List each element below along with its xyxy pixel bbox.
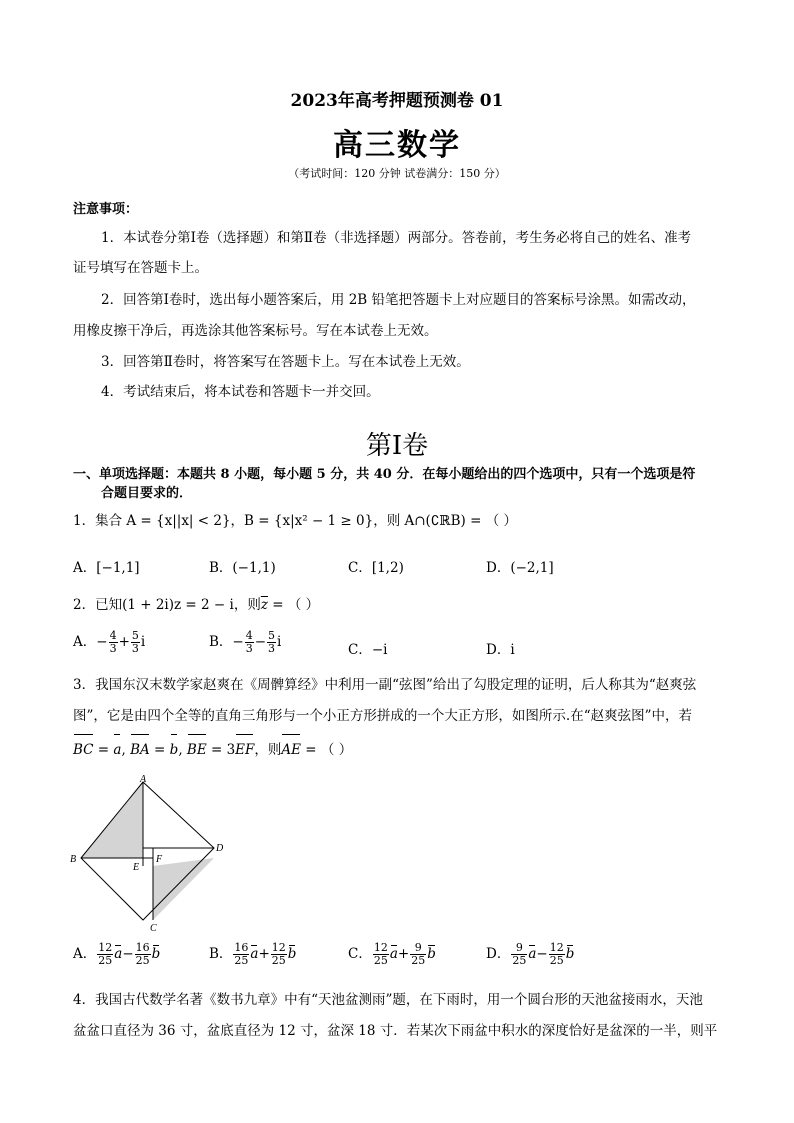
label-f: F: [156, 854, 163, 865]
fraction: [373, 942, 389, 967]
question-3-line-2: 图”，它是由四个全等的直角三角形与一个小正方形拼成的一个大正方形，如图所示.在“赵爽弦图”中，若: [73, 708, 692, 724]
option-label: A．: [73, 946, 97, 962]
vector-be: BE: [187, 735, 207, 765]
fraction-numerator: 9: [410, 942, 426, 955]
option-label: D．: [486, 946, 511, 962]
fraction-denominator: 25: [271, 954, 286, 967]
fraction: [97, 942, 113, 967]
operator: +: [397, 946, 410, 962]
operator: −: [122, 946, 134, 962]
shaded-triangle-cfd: [153, 858, 214, 920]
fraction: [109, 630, 118, 655]
fraction: [267, 630, 276, 655]
question-1-option-a: A．[−1,1]: [73, 560, 140, 576]
question-2-option-a: [73, 630, 145, 655]
fraction-numerator: 12: [271, 941, 286, 954]
label-e: E: [133, 862, 140, 873]
imaginary-unit: i: [140, 634, 146, 650]
note-item-1-line-2: 证号填写在答题卡上。: [73, 260, 208, 276]
vector-a: a: [389, 946, 398, 962]
fraction: [233, 942, 249, 967]
text: ，则: [254, 742, 282, 758]
exam-subtitle: （考试时间：120 分钟 试卷满分：150 分）: [288, 167, 506, 180]
question-1-option-d: D．(−2,1]: [486, 560, 554, 576]
note-item-1-line-1: 1．本试卷分第Ⅰ卷（选择题）和第Ⅱ卷（非选择题）两部分。答卷前，考生务必将自己的姓名、准考: [101, 230, 692, 246]
exam-header-title: 2023年高考押题预测卷 01: [290, 91, 504, 111]
question-2-option-c: C．−i: [348, 642, 388, 658]
operator: +: [118, 634, 130, 650]
fraction: [511, 942, 527, 967]
text: =: [93, 742, 114, 758]
fraction-numerator: 9: [511, 942, 527, 955]
question-2-stem-text: 2．已知(1 + 2i)z = 2 − i，则: [73, 597, 261, 613]
vector-a: a: [528, 946, 537, 962]
fraction-denominator: 3: [131, 642, 139, 655]
option-label: B．: [209, 946, 233, 962]
question-3-line-1: 3．我国东汉末数学家赵爽在《周髀算经》中利用一副“弦图”给出了勾股定理的证明，后人称其为“赵爽弦: [73, 677, 697, 693]
text: ,: [178, 742, 187, 758]
vector-b: b: [427, 946, 436, 962]
option-label: C．: [348, 946, 372, 962]
text: =: [149, 742, 170, 758]
label-d: D: [216, 843, 224, 854]
fraction-denominator: 3: [268, 642, 276, 655]
text: = （ ）: [301, 742, 353, 758]
text: = 3: [206, 742, 236, 758]
question-1-option-c: C．[1,2): [348, 560, 404, 576]
fraction: [410, 942, 426, 967]
fraction-denominator: 25: [512, 954, 527, 967]
option-label: A．−: [73, 634, 108, 650]
question-1-option-b: B．(−1,1): [209, 560, 276, 576]
vector-b: b: [170, 735, 179, 765]
vector-b: b: [565, 946, 575, 962]
vector-ae: AE: [281, 735, 301, 765]
question-2-option-d: D．i: [486, 642, 515, 658]
section-intro-line-2: 合题目要求的．: [101, 486, 193, 501]
fraction-numerator: 16: [234, 941, 249, 954]
fraction-numerator: 12: [549, 941, 564, 954]
fraction-numerator: 5: [268, 629, 276, 642]
vector-b: b: [151, 946, 161, 962]
fraction-numerator: 16: [135, 941, 150, 954]
question-3-option-a: [73, 942, 160, 967]
vector-a: a: [250, 946, 259, 962]
question-2-conjugate-z: $\overline{z}$: [260, 597, 268, 613]
question-1-stem: 1．集合 A = {x||x| < 2}，B = {x|x² − 1 ≥ 0}，则 A∩(∁ℝB) = （ ）: [73, 513, 518, 529]
text: ,: [121, 742, 131, 758]
fraction: [245, 630, 254, 655]
operator: +: [258, 946, 270, 962]
fraction-numerator: 4: [245, 629, 253, 642]
question-2-stem: [73, 590, 319, 620]
note-item-4: 4．考试结束后，将本试卷和答题卡一并交回。: [101, 384, 380, 400]
question-3-line-3: [73, 735, 352, 765]
vector-a: a: [114, 946, 123, 962]
operator: −: [254, 634, 267, 650]
fraction-denominator: 25: [549, 954, 564, 967]
fraction: [549, 942, 565, 967]
vector-ef: EF: [235, 735, 254, 765]
vector-bc: BC: [73, 735, 94, 765]
imaginary-unit: i: [277, 634, 282, 650]
operator: −: [536, 946, 548, 962]
fraction-numerator: 4: [109, 629, 117, 642]
fraction-denominator: 25: [411, 954, 426, 967]
section-title: 第Ⅰ卷: [365, 431, 429, 461]
question-3-option-b: [209, 942, 296, 967]
section-intro-line-1: 一、单项选择题：本题共 8 小题，每小题 5 分，共 40 分．在每小题给出的四个选项中，只有一个选项是符: [73, 467, 696, 482]
fraction-numerator: 12: [373, 941, 388, 954]
fraction: [271, 942, 287, 967]
option-label: B．−: [209, 634, 244, 650]
label-b: B: [70, 854, 77, 865]
fraction-denominator: 25: [98, 954, 113, 967]
note-item-2-line-1: 2．回答第Ⅰ卷时，选出每小题答案后，用 2B 铅笔把答题卡上对应题目的答案标号涂黑。如需改动，: [101, 292, 696, 308]
note-item-3: 3．回答第Ⅱ卷时，将答案写在答题卡上。写在本试卷上无效。: [101, 354, 470, 370]
note-item-2-line-2: 用橡皮擦干净后，再选涂其他答案标号。写在本试卷上无效。: [73, 323, 438, 339]
question-3-option-d: [486, 942, 574, 967]
label-c: C: [150, 923, 157, 934]
fraction: [135, 942, 151, 967]
question-3-option-c: [348, 942, 436, 967]
fraction-denominator: 25: [135, 954, 150, 967]
page-title: 高三数学: [333, 128, 461, 163]
notes-heading: 注意事项：: [73, 202, 139, 217]
chord-diagram: [66, 774, 236, 934]
fraction-denominator: 3: [109, 642, 117, 655]
question-2-option-b: [209, 630, 281, 655]
fraction-denominator: 25: [373, 954, 388, 967]
fraction-numerator: 5: [131, 629, 139, 642]
question-2-stem-suffix: = （ ）: [267, 597, 320, 613]
vector-b: b: [287, 946, 297, 962]
inner-square: [143, 848, 153, 858]
label-a: A: [140, 774, 147, 785]
fraction-denominator: 3: [245, 642, 253, 655]
fraction-numerator: 12: [98, 941, 113, 954]
question-4-line-1: 4．我国古代数学名著《数书九章》中有“天池盆测雨”题，在下雨时，用一个圆台形的天池盆接雨水，天池: [73, 992, 703, 1008]
vector-ba: BA: [130, 735, 150, 765]
question-4-line-2: 盆盆口直径为 36 寸，盆底直径为 12 寸，盆深 18 寸．若某次下雨盆中积水的深度恰好是盆深的一半，则平: [73, 1023, 718, 1039]
fraction-denominator: 25: [234, 954, 249, 967]
vector-a: a: [113, 735, 121, 765]
fraction: [131, 630, 140, 655]
